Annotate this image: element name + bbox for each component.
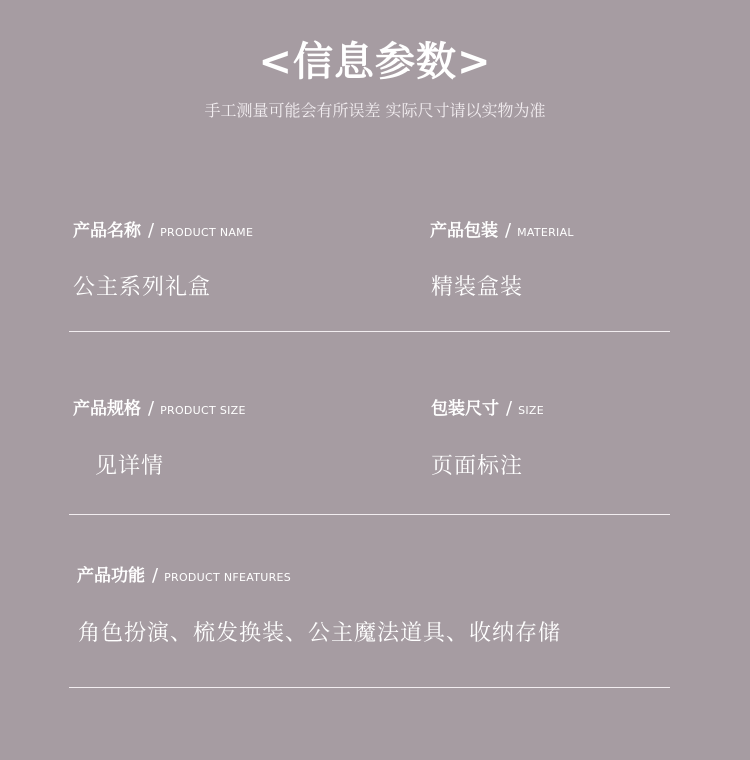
product-features-label-cn: 产品功能 — [77, 566, 145, 586]
product-packaging-value: 精装盒装 — [431, 275, 524, 300]
product-spec-label-en: PRODUCT SIZE — [160, 404, 246, 417]
pack-size-label-cn: 包装尺寸 — [431, 399, 499, 419]
label-separator: / — [506, 398, 513, 419]
product-name-label-en: PRODUCT NAME — [160, 226, 254, 239]
pack-size-label-en: SIZE — [518, 404, 544, 417]
page-title: <信息参数> — [258, 38, 492, 85]
product-packaging-label — [430, 216, 574, 241]
label-separator: / — [152, 565, 159, 586]
pack-size-value: 页面标注 — [431, 454, 524, 479]
product-packaging-label-cn: 产品包装 — [430, 221, 498, 241]
page-subtitle: 手工测量可能会有所误差 实际尺寸请以实物为准 — [204, 101, 546, 120]
product-name-value: 公主系列礼盒 — [73, 275, 212, 300]
product-spec-label-cn: 产品规格 — [73, 399, 141, 419]
divider — [69, 331, 670, 332]
product-features-label-en: PRODUCT NFEATURES — [164, 571, 292, 584]
product-packaging-label-en: MATERIAL — [517, 226, 574, 239]
divider — [69, 687, 670, 688]
product-spec-value: 见详情 — [95, 454, 165, 479]
label-separator: / — [148, 398, 155, 419]
product-name-label — [73, 216, 253, 241]
product-features-label — [77, 561, 291, 586]
product-name-label-cn: 产品名称 — [73, 221, 141, 241]
label-separator: / — [505, 220, 512, 241]
product-features-value: 角色扮演、梳发换装、公主魔法道具、收纳存储 — [78, 621, 562, 646]
divider — [69, 514, 670, 515]
label-separator: / — [148, 220, 155, 241]
pack-size-label — [431, 394, 544, 419]
product-spec-label — [73, 394, 246, 419]
